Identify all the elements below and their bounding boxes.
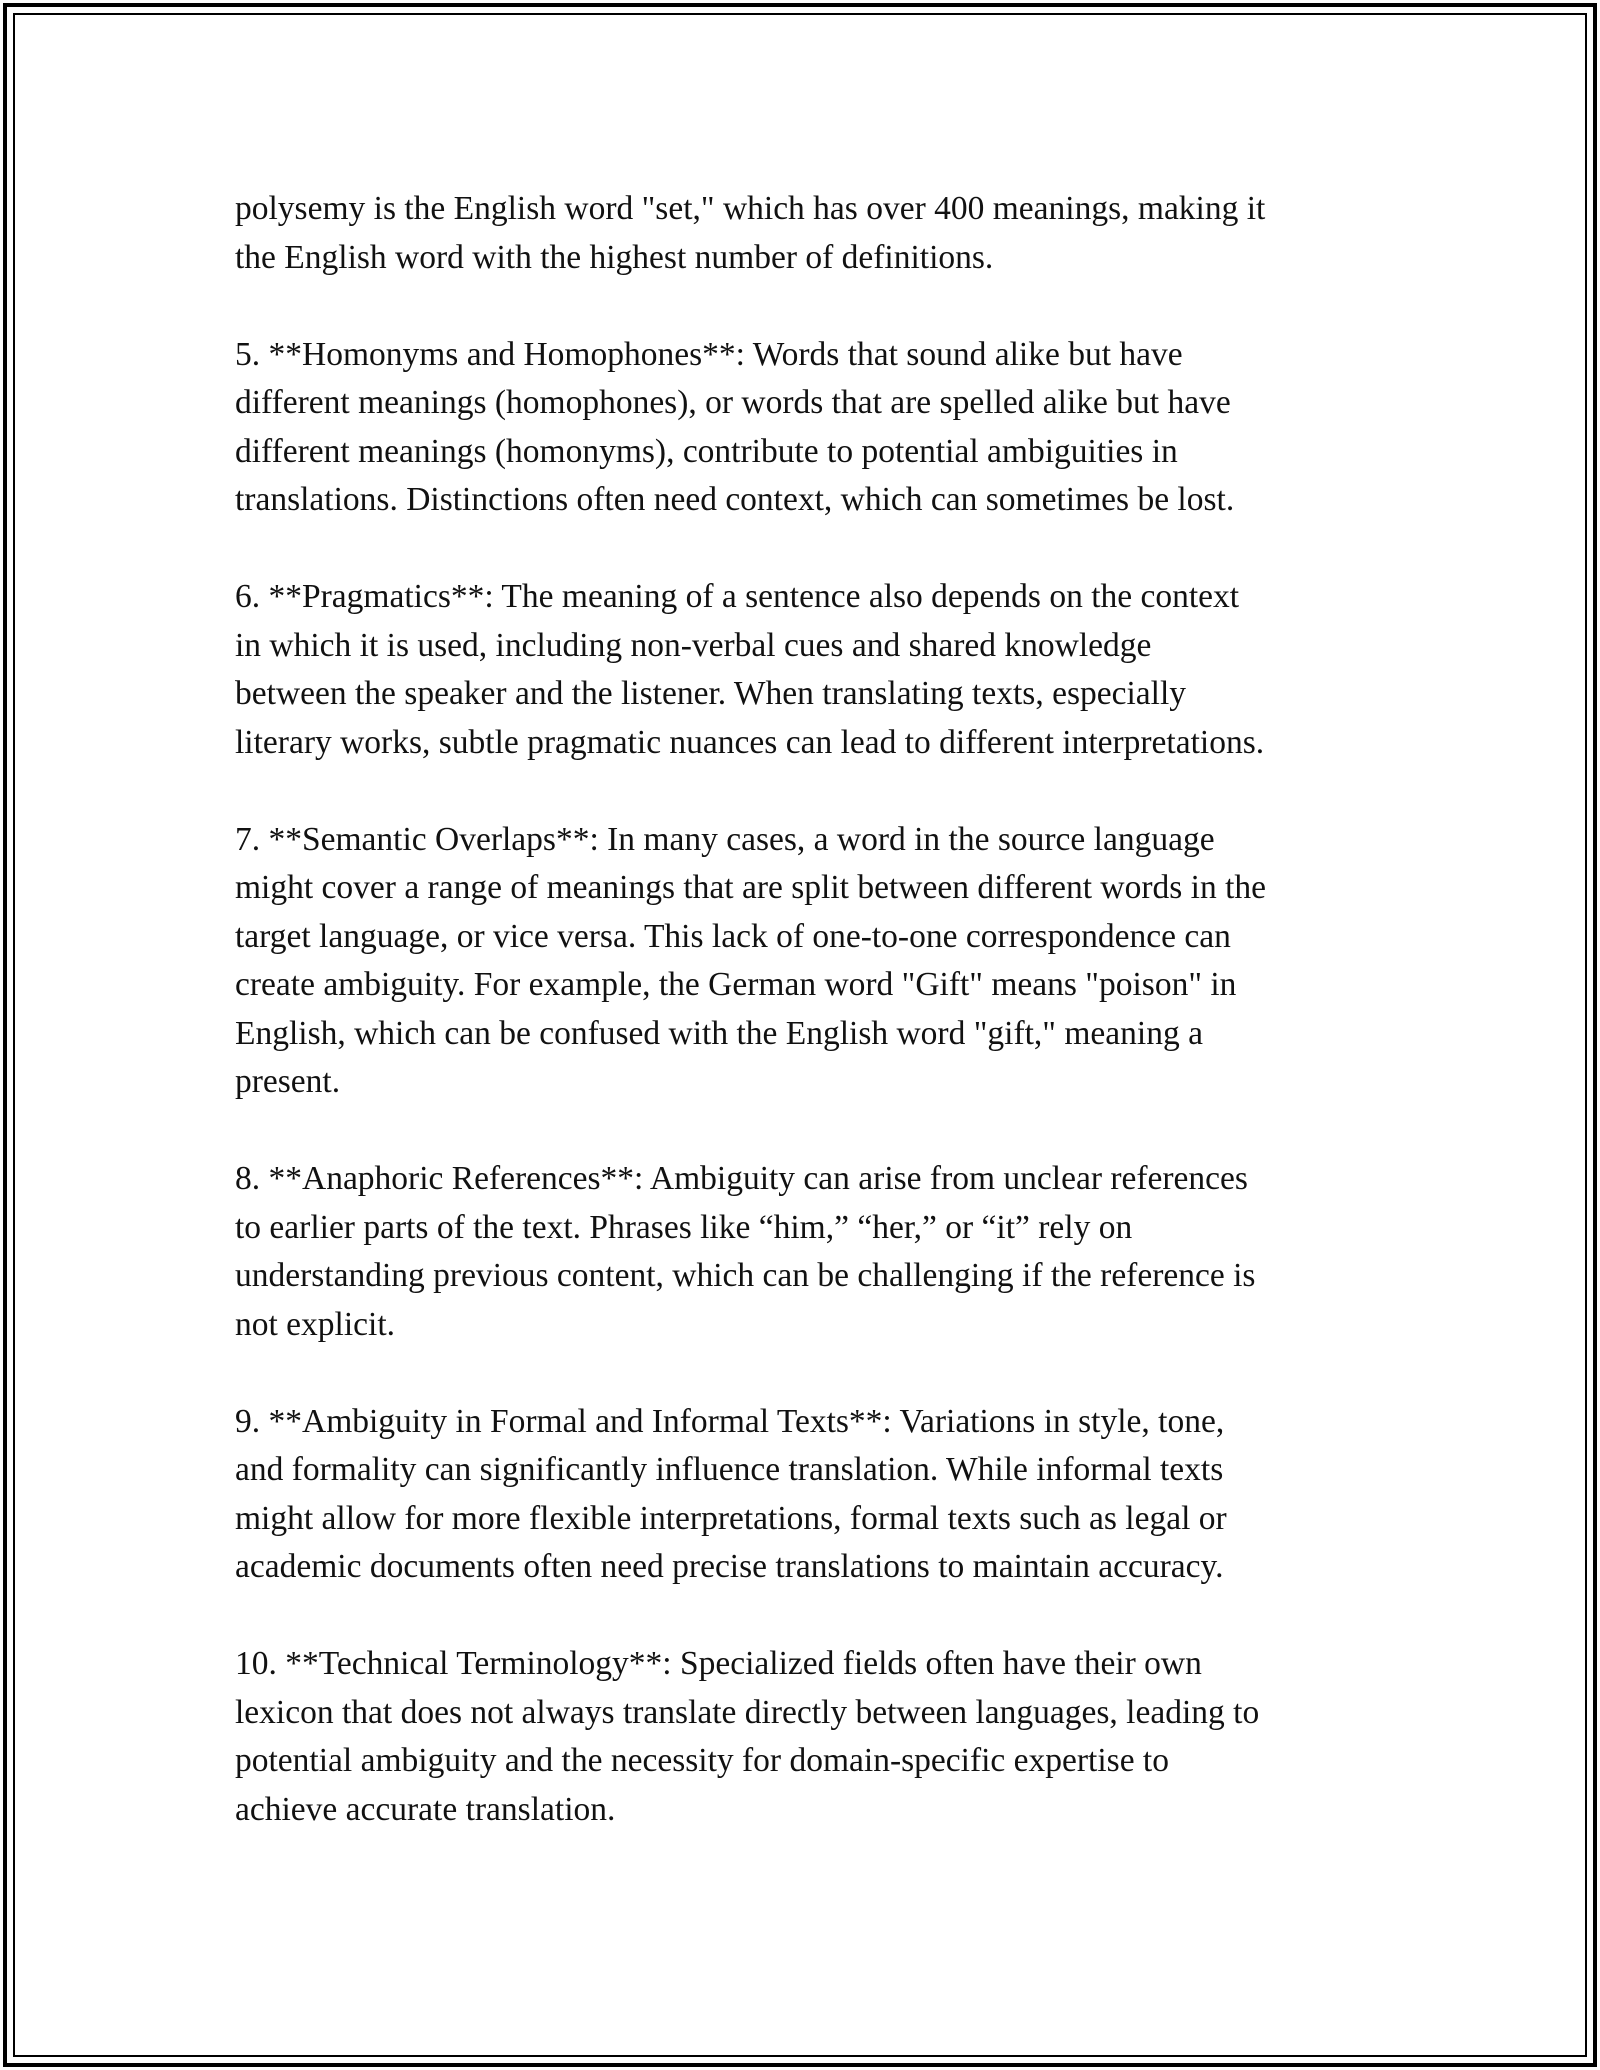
paragraph-technical-terminology: 10. **Technical Terminology**: Specialized fields often have their own lexicon that does not always translate directly between languages, leading to potential ambiguity and the necessity for domain-specific expertise to achieve accurate translation. — [235, 1645, 1260, 1828]
paragraph-homonyms-homophones: 5. **Homonyms and Homophones**: Words that sound alike but have different meanings (homophones), or words that are spelled alike but have different meanings (homonyms), contribute to potential ambiguities in translations. Distinctions often need context, which can sometimes be lost. — [235, 335, 1235, 518]
document-body — [235, 185, 1375, 1834]
paragraph-polysemy-continuation: polysemy is the English word "set," which has over 400 meanings, making it the English word with the highest number of definitions. — [235, 190, 1266, 276]
paragraph-formal-informal-texts: 9. **Ambiguity in Formal and Informal Texts**: Variations in style, tone, and formality can significantly influence translation. While informal texts might allow for more flexible interpretations, formal texts such as legal or academic documents often need precise translations to maintain accuracy. — [235, 1402, 1227, 1585]
paragraph-semantic-overlaps: 7. **Semantic Overlaps**: In many cases, a word in the source language might cover a range of meanings that are split between different words in the target language, or vice versa. This lack of one-to-one correspondence can create ambiguity. For example, the German word "Gift" means "poison" in English, which can be confused with the English word "gift," meaning a present. — [235, 820, 1267, 1100]
paragraph-pragmatics: 6. **Pragmatics**: The meaning of a sentence also depends on the context in which it is used, including non-verbal cues and shared knowledge between the speaker and the listener. When translating texts, especially literary works, subtle pragmatic nuances can lead to different interpretations. — [235, 578, 1265, 761]
paragraph-anaphoric-references: 8. **Anaphoric References**: Ambiguity can arise from unclear references to earlier parts of the text. Phrases like “him,” “her,” or “it” rely on understanding previous content, which can be challenging if the reference is not explicit. — [235, 1160, 1256, 1343]
